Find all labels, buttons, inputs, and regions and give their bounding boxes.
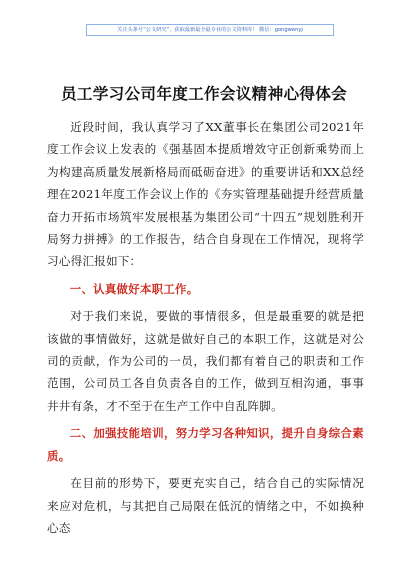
promo-banner: 关注头条号“公文研究”，获取最新最全最专业的公文资料库！ 微信：gongwenyj xyxy=(86,24,334,36)
section-heading-1: 一、认真做好本职工作。 xyxy=(69,281,199,296)
section-1-paragraph: 对于我们来说，要做的事情很多，但是最重要的就是把该做的事情做好，这就是做好自己的本职工作，这就是对公司的贡献，作为公司的一员，我们都有着自己的职责和工作范围，公司员工各自负责各自的工作，做到互相沟通，事事井井有条，才不至于在生产工作中自乱阵脚。 xyxy=(47,309,364,413)
document-title: 员工学习公司年度工作会议精神心得体会 xyxy=(60,85,348,103)
section-2-paragraph: 在目前的形势下，要更充实自己，结合自己的实际情况来应对危机，与其把自己局限在低沉的情绪之中，不如换种心态 xyxy=(47,476,364,535)
intro-paragraph: 近段时间，我认真学习了XX董事长在集团公司2021年度工作会议上发表的《强基固本提质增效守正创新乘势而上为构建高质量发展新格局而砥砺奋进》的重要讲话和XX总经理在2021年度工作会议上作的《夯实管理基础提升经营质量奋力开拓市场筑牢发展根基为集团公司“十四五”规划胜利开局努力拼搏》的工作报告，结合自身现在工作情况，现将学习心得汇报如下： xyxy=(47,120,364,269)
section-heading-2: 二、加强技能培训，努力学习各种知识，提升自身综合素质。 xyxy=(47,426,364,463)
document-body xyxy=(47,116,364,539)
